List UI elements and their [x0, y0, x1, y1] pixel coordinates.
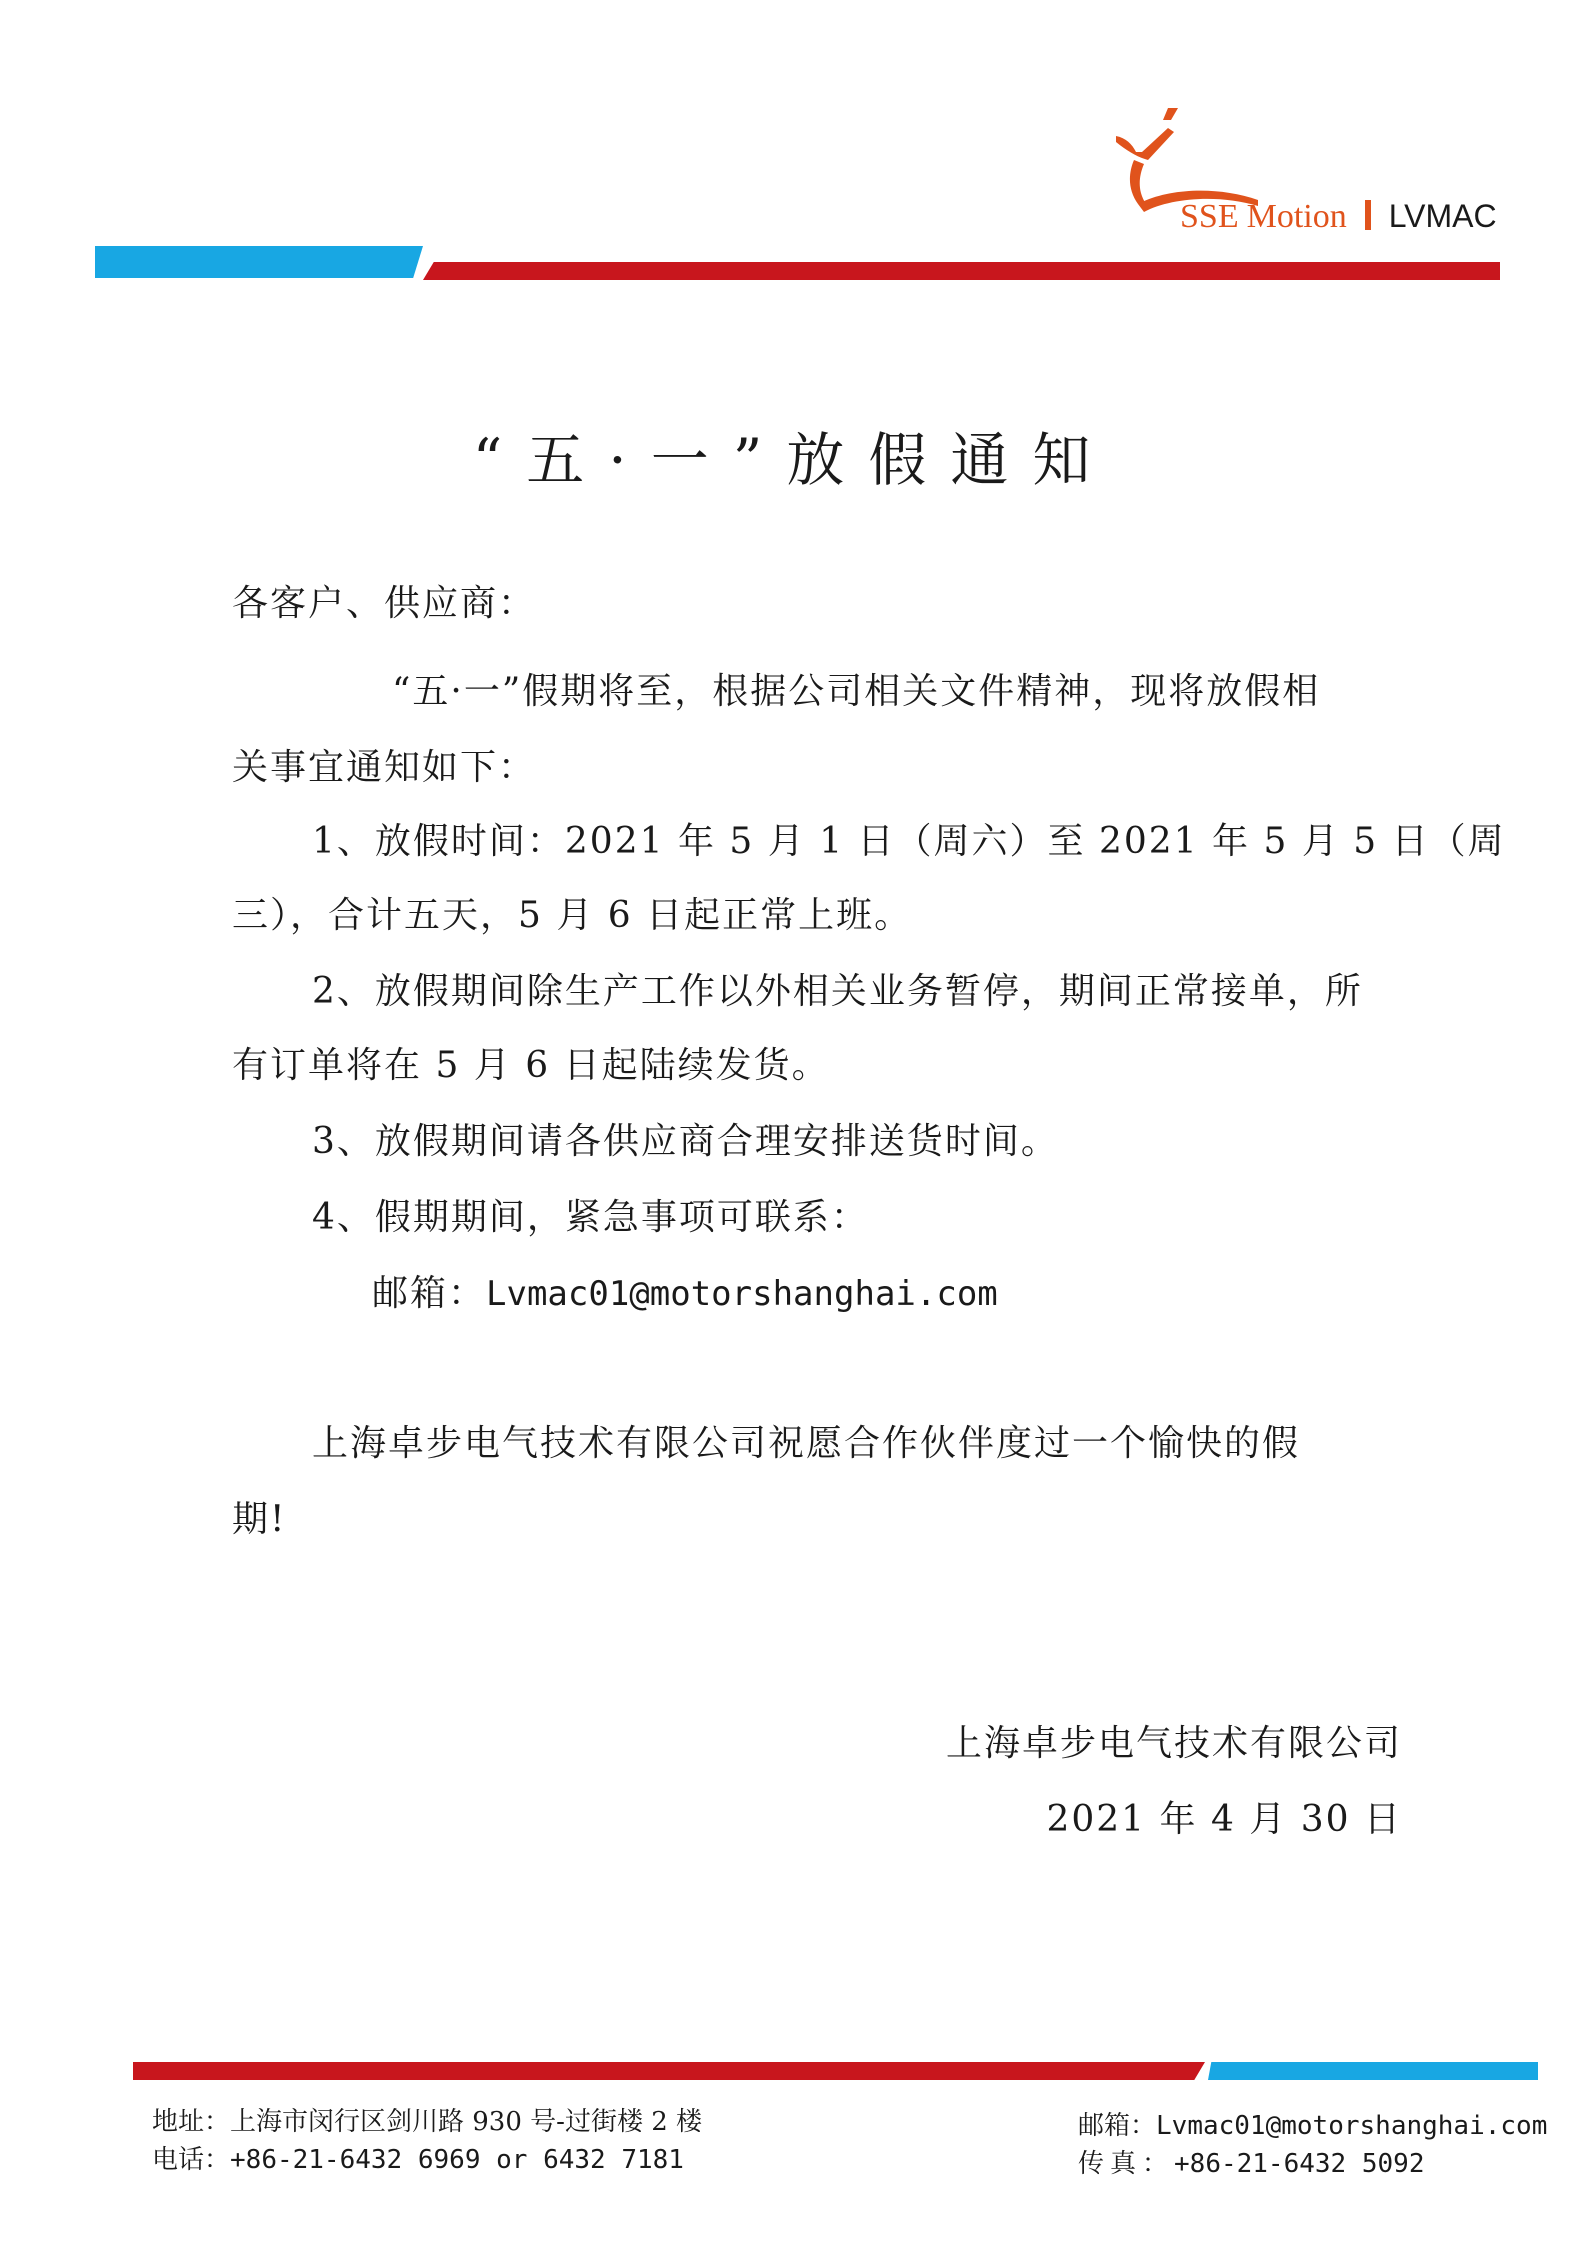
contact-email-link[interactable]: Lvmac01@motorshanghai.com: [486, 1274, 998, 1314]
footer-fax-row: [1078, 2146, 1424, 2182]
footer-tel-row: [152, 2142, 684, 2178]
page-title: “五·一”放假通知: [472, 426, 1115, 494]
wish-line-2: 期!: [232, 1499, 287, 1540]
item-1-line-1: 1、放假时间：2021 年 5 月 1 日（周六）至 2021 年 5 月 5 日（周: [312, 821, 1506, 862]
contact-email-label: 邮箱：: [372, 1273, 487, 1314]
logo-wordmark: [1180, 196, 1497, 237]
wish-line-1: 上海卓步电气技术有限公司祝愿合作伙伴度过一个愉快的假: [312, 1423, 1301, 1464]
footer-fax: +86-21-6432 5092: [1174, 2149, 1425, 2179]
footer-mail-label: 邮箱：: [1078, 2111, 1157, 2141]
footer-address: 地址：上海市闵行区剑川路 930 号-过街楼 2 楼: [152, 2107, 703, 2137]
greeting: 各客户、供应商：: [232, 583, 537, 624]
footer-fax-label: 传真：: [1078, 2149, 1175, 2179]
footer-mail-row: [1078, 2108, 1547, 2144]
footer-bar-red: [133, 2062, 1205, 2080]
logo-brand: SSE: [1180, 198, 1239, 235]
intro-line-2: 关事宜通知如下：: [232, 747, 537, 788]
signature-date: 2021 年 4 月 30 日: [1046, 1799, 1402, 1840]
footer-mail-link[interactable]: Lvmac01@motorshanghai.com: [1156, 2111, 1548, 2141]
footer-tel-label: 电话：: [152, 2145, 231, 2175]
logo-separator: [1365, 200, 1371, 230]
footer-tel: +86-21-6432 6969 or 6432 7181: [230, 2145, 684, 2175]
logo-brand-motion: Motion: [1246, 198, 1347, 235]
contact-email-row: [372, 1270, 998, 1318]
header-bar-blue: [95, 246, 423, 278]
header-bar-red: [423, 262, 1500, 280]
footer-bar-blue: [1208, 2062, 1538, 2080]
item-3: 3、放假期间请各供应商合理安排送货时间。: [312, 1121, 1059, 1162]
logo-sub: LVMAC: [1388, 198, 1497, 234]
item-2-line-1: 2、放假期间除生产工作以外相关业务暂停，期间正常接单，所: [312, 971, 1363, 1012]
intro-line-1: “五·一”假期将至，根据公司相关文件精神，现将放假相: [392, 671, 1321, 712]
signature-company: 上海卓步电气技术有限公司: [945, 1723, 1402, 1764]
item-1-line-2: 三），合计五天，5 月 6 日起正常上班。: [232, 895, 913, 936]
item-2-line-2: 有订单将在 5 月 6 日起陆续发货。: [232, 1045, 830, 1086]
item-4: 4、假期期间，紧急事项可联系：: [312, 1197, 869, 1238]
